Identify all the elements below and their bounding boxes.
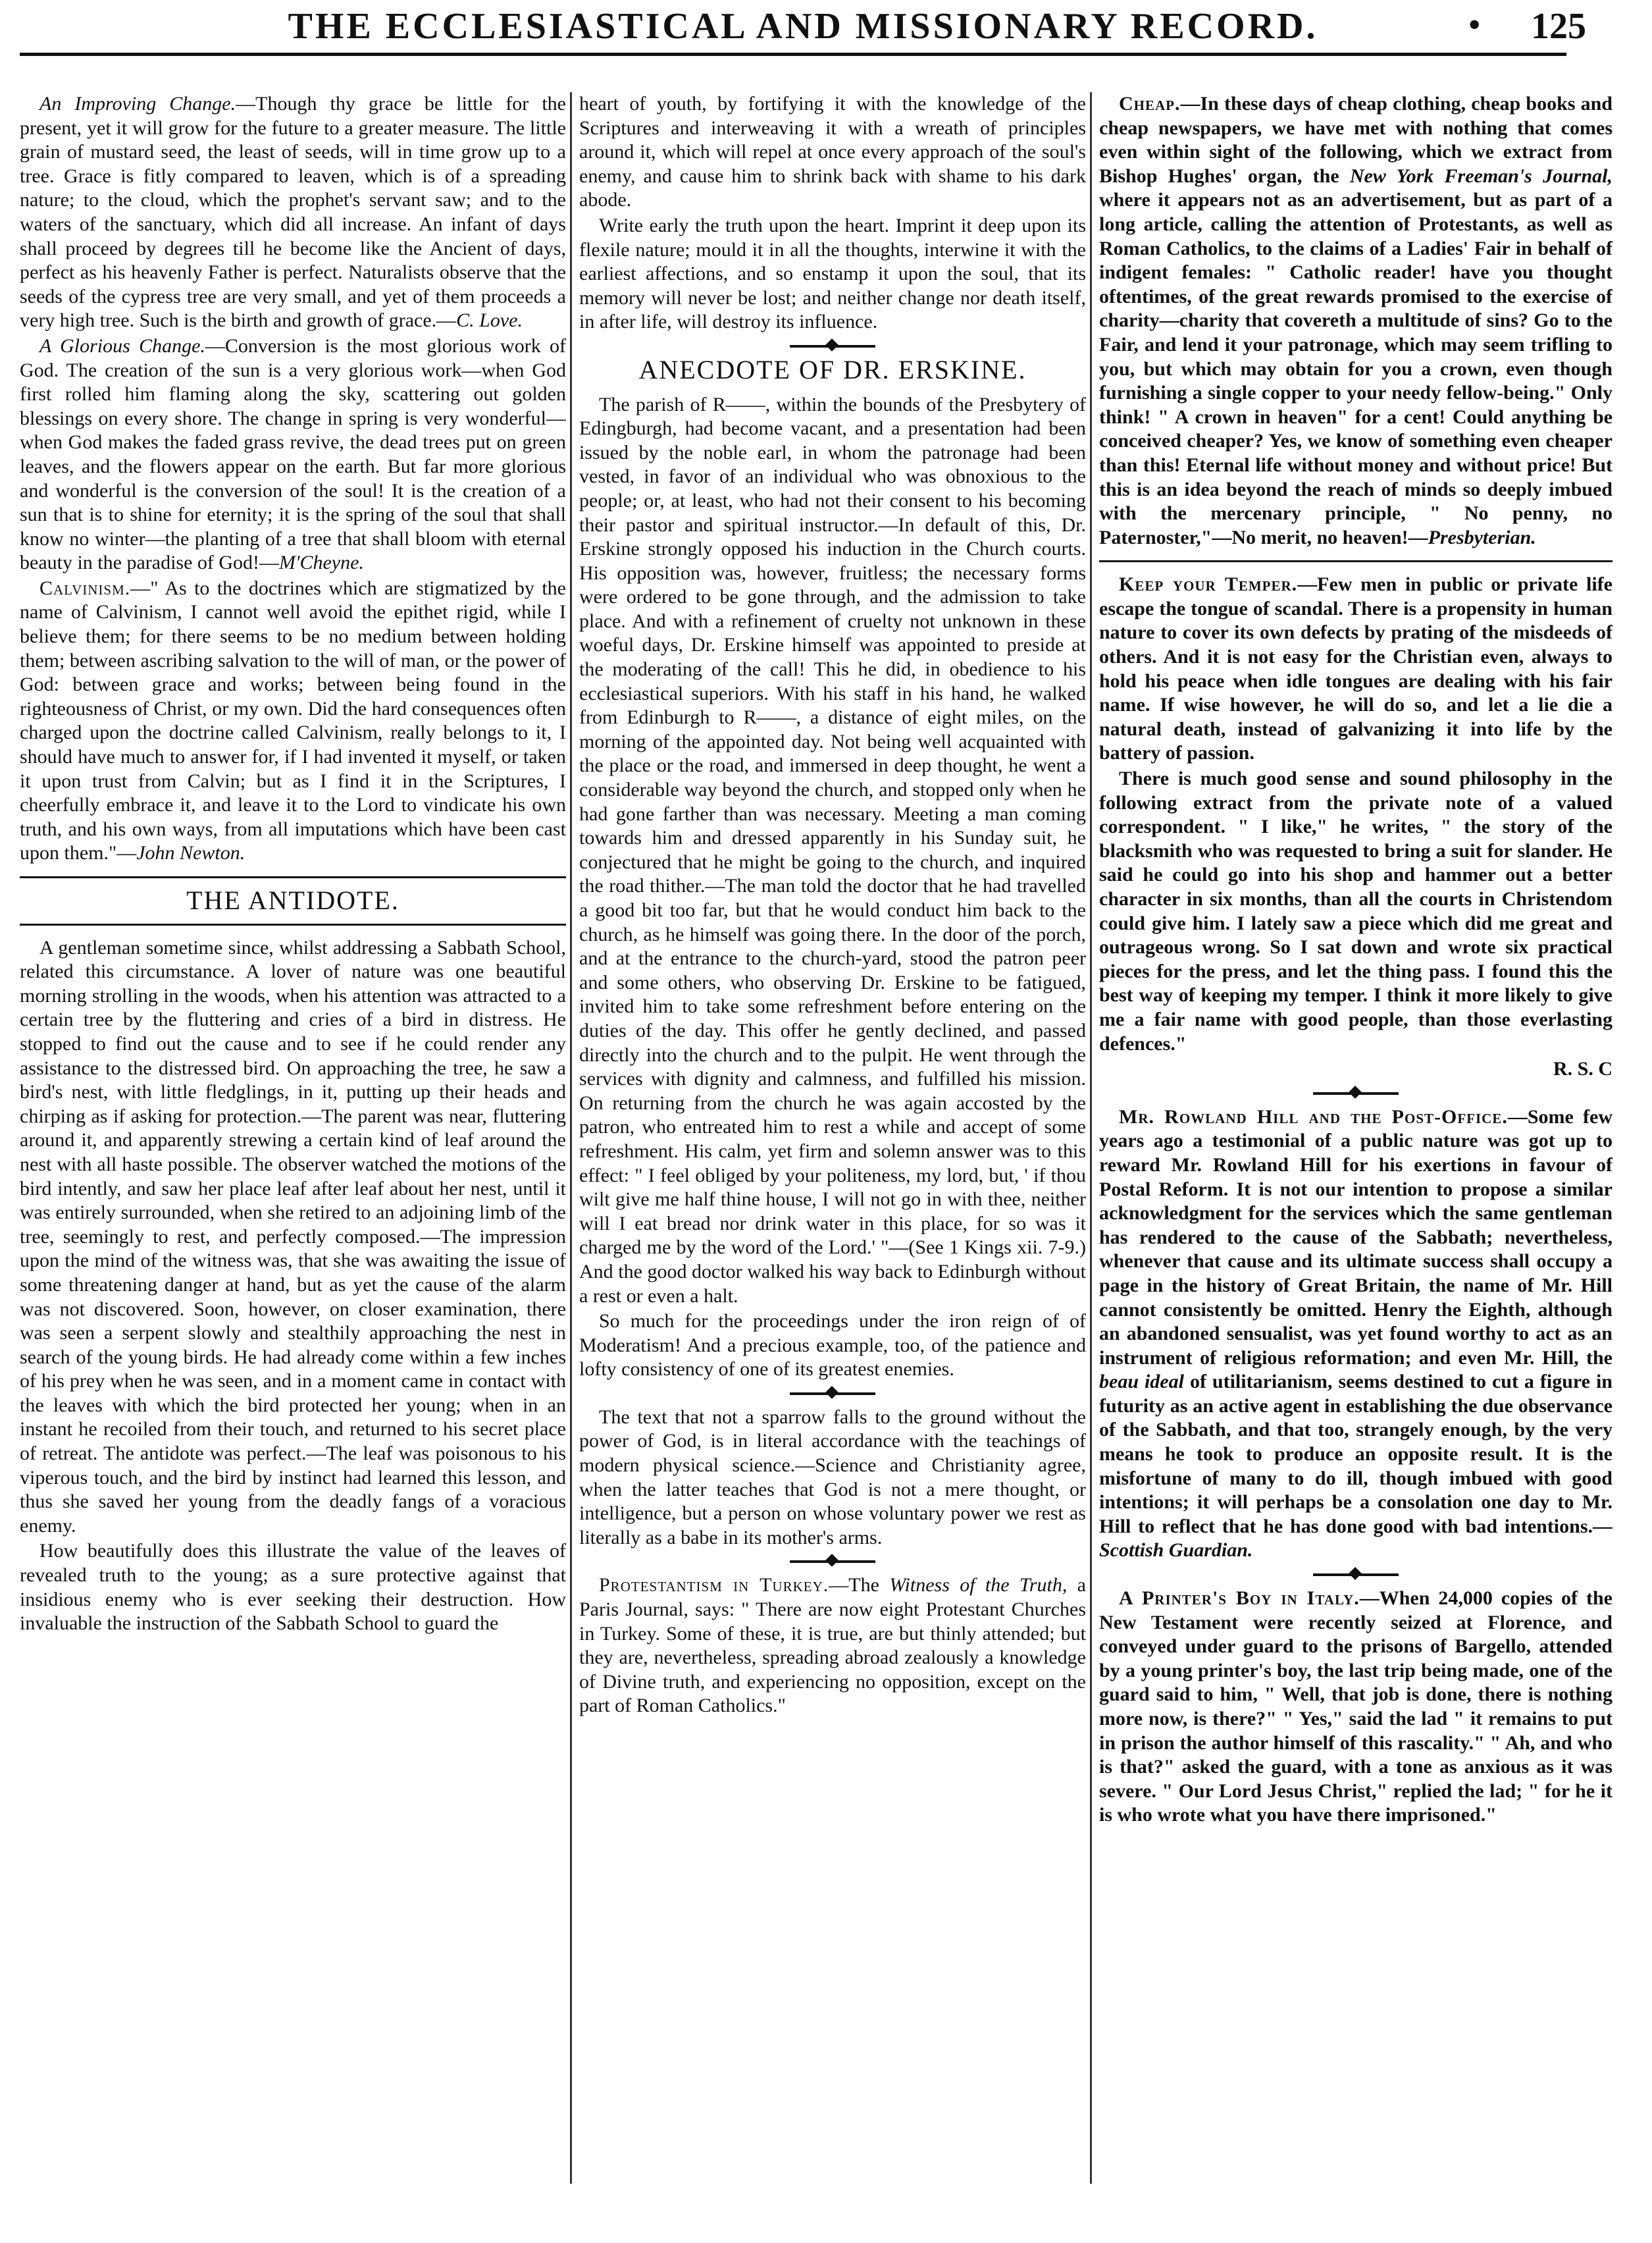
column-separator-1: [570, 92, 572, 2184]
article-heading: Calvinism.: [39, 577, 131, 599]
article-protestantism-turkey: [579, 1573, 1086, 1718]
section-rule: [20, 876, 566, 878]
journal-name: Witness of the Truth,: [889, 1574, 1068, 1596]
article-body: —The: [829, 1574, 890, 1596]
antidote-paragraph-1: A gentleman sometime since, whilst addressing a Sabbath School, related this circumstance. A lover of nature was one beautiful morning strolling in the woods, when his attention was attracted to a certain tree by the fluttering and cries of a bird in distress. He stopped to find out the cause and to see if he could render any assistance to the distressed bird. On approaching the tree, he saw a bird's nest, with little fledglings, in it, putting up their heads and chirping as if asking for protection.—The parent was near, fluttering around it, and apparently strewing a certain kind of leaf around the nest with all haste possible. The observer watched the motions of the bird intently, and saw her place leaf after leaf about her nest, until it was entirely surrounded, when she retired to an adjoining limb of the tree, seemingly to rest, and perfectly composed.—The impression upon the mind of the witness was, that she was awaiting the issue of some threatening danger at hand, but as yet the cause of the alarm was not discovered. Soon, however, on closer examination, there was seen a serpent slowly and stealthily approaching the nest in search of the young birds. He had already come within a few inches of his prey when he was seen, and in a moment came in contact with the leaves with which the bird protected her young; when in an instant he recoiled from their touch, and returned to his secret place of retreat. The antidote was perfect.—The leaf was poisonous to his viperous touch, and the bird by instinct had learned this lesson, and thus she saved her young from the deadly fangs of a voracious enemy.: [20, 936, 566, 1537]
column-1: [20, 92, 566, 2184]
diamond-ornament: [825, 1386, 839, 1399]
article-author: C. Love.: [456, 309, 523, 332]
column-2: [579, 92, 1086, 2184]
article-heading: Keep your Temper.: [1119, 573, 1298, 596]
header-rule: [20, 53, 1566, 56]
antidote-paragraph-2: How beautifully does this illustrate the value of the leaves of revealed truth to the young; as a sure protective against that insidious enemy who is ever seeking their destruction. How invaluable the instruction of the Sabbath School to guard the: [20, 1540, 566, 1635]
page-number: 125: [1531, 6, 1586, 47]
article-author: Presbyterian.: [1428, 526, 1536, 548]
section-rule: [20, 924, 566, 926]
article-cheap: [1099, 92, 1613, 550]
section-rule: [1099, 560, 1613, 562]
header-bullet: •: [1468, 5, 1481, 45]
running-title: THE ECCLESIASTICAL AND MISSIONARY RECORD.: [288, 6, 1318, 47]
ornamental-rule: [790, 1560, 875, 1563]
diamond-ornament: [825, 1554, 839, 1568]
ornamental-rule: [790, 1392, 875, 1395]
column-3: [1099, 92, 1613, 2184]
article-body: —Conversion is the most glorious work of God. The creation of the sun is a very glorious work—when God first rolled him flaming along the sky, scattering out golden blessings on every shore. The change in spring is very wonderful—when God makes the faded grass revive, the dead trees put on green leaves, and the flowers appear on the earth. But far more glorious and wonderful is the conversion of the soul! It is the creation of a sun that is to shine for eternity; it is the spring of the soul that shall know no winter—the planting of a tree that shall bloom with eternal beauty in the paradise of God!—: [20, 334, 566, 574]
diamond-ornament: [1349, 1086, 1362, 1099]
antidote-continuation: heart of youth, by fortifying it with the knowledge of the Scriptures and interweaving it with a wreath of principles around it, which will repel at once every approach of the soul's enemy, and cause him to shrink back with shame to his dark abode.: [579, 93, 1086, 211]
article-author: John Newton.: [136, 842, 245, 864]
article-sparrow: The text that not a sparrow falls to the ground without the power of God, is in literal accordance with the teachings of modern physical science.—Science and Christianity agree, when the latter teaches that God is not a mere thought, or intelligence, but a person on whose voluntary power we rest as literally as a babe in its mother's arms.: [579, 1406, 1086, 1548]
article-glorious-change: [20, 334, 566, 575]
article-body: —Some few years ago a testimonial of a public nature was got up to reward Mr. Rowland Hill for his exertions in favour of Postal Reform. It is not our intention to propose a similar acknowledgment for the services which the same gentleman has rendered to the cause of the Sabbath; nevertheless, whenever that cause and its ultimate success shall occupy a page in the history of Great Britain, the name of Mr. Hill cannot consistently be omitted. Henry the Eighth, although an abandoned sensualist, was yet found worthy to act as an instrument of religious reformation; and even Mr. Hill, the: [1099, 1105, 1613, 1369]
signature: R. S. C: [1553, 1058, 1613, 1080]
article-body: —Few men in public or private life escape the tongue of scandal. There is a propensity in human nature to cover its own defects by prating of the misdeeds of others. And it is not easy for the Christian even, always to hold his peace when idle tongues are dealing with his fair name. If wise however, he will do so, and let a lie die a natural death, instead of galvanizing it into life by the battery of passion.: [1099, 573, 1613, 764]
article-heading: An Improving Change.: [39, 93, 236, 115]
column-separator-2: [1090, 92, 1092, 2184]
ornamental-rule: [1313, 1092, 1399, 1095]
article-body: a Paris Journal, says: " There are now eight Protestant Churches in Turkey. Some of these, it is true, are but thinly attended; but they are, nevertheless, spreading abroad zealously a knowledge of Divine truth, and experiencing no opposition, except on the part of Roman Catholics.": [579, 1574, 1086, 1717]
journal-name: New York Freeman's Journal,: [1349, 165, 1613, 187]
article-body: where it appears not as an advertisement, but as part of a long article, calling the attention of Protestants, as well as Roman Catholics, to the claims of a Ladies' Fair in behalf of indigent females: " Catholic reader! have you thought oftentimes, of the great rewards promised to the exercise of charity—charity that covereth a multitude of sins? Go to the Fair, and lend it your patronage, which may seem trifling to you, but which may obtain for you a crown, even though furnishing a single copper to your needy fellow-being." Only think! " A crown in heaven" for a cent! Could anything be conceived cheaper? Yes, we know of something even cheaper than this! Eternal life without money and without price! But this is an idea beyond the reach of minds so deeply imbued with the mercenary principle, " No penny, no Paternoster,"—No merit, no heaven!—: [1099, 189, 1613, 548]
article-author: M'Cheyne.: [279, 552, 364, 574]
ornamental-rule: [790, 345, 875, 348]
article-heading: A Printer's Boy in Italy.: [1119, 1587, 1360, 1610]
section-title-erskine: ANECDOTE OF DR. ERSKINE.: [638, 354, 1027, 384]
article-rowland-hill: [1099, 1105, 1613, 1563]
italic-phrase: beau ideal: [1099, 1371, 1184, 1393]
article-body: —In these days of cheap clothing, cheap books and cheap newspapers, we have met with nothing that comes even within sight of the following, which we extract from Bishop Hughes' organ, the: [1099, 93, 1613, 187]
article-printers-boy: [1099, 1587, 1613, 1828]
erskine-paragraph-2: So much for the proceedings under the iron reign of of Moderatism! And a precious example, too, of the patience and lofty consistency of one of its greatest enemies.: [579, 1310, 1086, 1381]
article-keep-temper: [1099, 573, 1613, 766]
article-body: —" As to the doctrines which are stigmatized by the name of Calvinism, I cannot well avoid the epithet rigid, while I believe them; for there seems to be no medium between holding them; between ascribing salvation to the will of man, or the power of God: between grace and works; between being found in the righteousness of Christ, or my own. Did the hard consequences often charged upon the doctrine called Calvinism, really belongs to it, I should have much to answer for, if I had invented it myself, or taken it upon trust from Calvin; but as I find it in the Scriptures, I cheerfully embrace it, and leave it to the Lord to vindicate his own truth, and his own ways, from all imputations which have been cast upon them."—: [20, 577, 566, 864]
article-heading: Mr. Rowland Hill and the Post-Office.: [1119, 1105, 1508, 1128]
article-heading: Cheap.: [1119, 93, 1181, 115]
antidote-paragraph-3: Write early the truth upon the heart. Imprint it deep upon its flexile nature; mould it in all the thoughts, interwine it with the earliest affections, and so enstamp it upon the soul, that its memory will never be lost; and neither change nor death itself, in after life, will destroy its influence.: [579, 214, 1086, 333]
diamond-ornament: [825, 338, 839, 352]
article-heading: Protestantism in Turkey.: [599, 1574, 829, 1596]
article-improving-change: [20, 92, 566, 333]
article-heading: A Glorious Change.: [39, 334, 205, 357]
article-body: —Though thy grace be little for the present, yet it will grow for the future to a greater measure. The little grain of mustard seed, the least of seeds, will in time grow up to a tree. Grace is fitly compared to leaven, which is of a spreading nature; to the cloud, which the prophet's servant saw; and to the waters of the sanctuary, which did all increase. An infant of days shall proceed by degrees till he become like the Ancient of days, perfect as his heavenly Father is perfect. Naturalists observe that the seeds of the cypress tree are very small, and yet of them proceeds a very high tree. Such is the birth and growth of grace.—: [20, 93, 566, 332]
article-body: —When 24,000 copies of the New Testament were recently seized at Florence, and conveyed under guard to the prisons of Bargello, attended by a young printer's boy, the last trip being made, one of the guard said to him, " Well, that job is done, there is nothing more now, is there?" " Yes," said the lad " it remains to put in prison the author himself of this rascality." " Ah, and who is that?" asked the guard, with a tone as anxious as it was severe. " Our Lord Jesus Christ," replied the lad; " for he it is who wrote what you have there imprisoned.": [1099, 1587, 1613, 1826]
diamond-ornament: [1349, 1567, 1362, 1580]
section-title-antidote: THE ANTIDOTE.: [186, 885, 400, 915]
erskine-paragraph-1: The parish of R——, within the bounds of the Presbytery of Edingburgh, had become vacant, and a presentation had been issued by the noble earl, in whom the patronage had been vested, in favor of an individual who was obnoxious to the people; or, at least, who had not their consent to his becoming their pastor and spiritual instructor.—In default of this, Dr. Erskine strongly opposed his induction in the Church courts. His opposition was, however, fruitless; the necessary forms were ordered to be gone through, and the admission to take place. And with a refinement of cruelty not unknown in these woeful days, Dr. Erskine himself was appointed to preside at the moderating of the call! This he did, in obedience to his ecclesiastical superiors. With his staff in his hand, he walked from Edinburgh to R——, a distance of eight miles, on the morning of the appointed day. Not being well acquainted with the place or the road, and immersed in deep thought, he went a considerable way beyond the church, and stopped only when he had gone farther than was necessary. Meeting a man coming towards him and dressed apparently in his Sunday suit, he conjectured that he might be going to the church, and inquired the road thither.—The man told the doctor that he had travelled a good bit too far, but that he would conduct him back to the church, as he himself was going there. In the door of the porch, and at the entrance to the church-yard, stood the patron peer and some others, who observing Dr. Erskine to be fatigued, invited him to take some refreshment before entering on the duties of the day. This offer he gently declined, and passed directly into the church and to the pulpit. He went through the services with dignity and calmness, and fulfilled his mission. On returning from the church he was again accosted by the patron, who entreated him to rest a while and accept of some refreshment. His calm, yet firm and solemn answer was to this effect: " I feel obliged by your politeness, my lord, but, ' if thou wilt give me half thine house, I will not go in with thee, neither will I eat bread nor drink water in this place, for so was it charged me by the word of the Lord.' "—(See 1 Kings xii. 7-9.) And the good doctor walked his way back to Edinburgh without a rest or even a halt.: [579, 393, 1086, 1307]
ornamental-rule: [1313, 1573, 1399, 1576]
article-author: Scottish Guardian.: [1099, 1539, 1253, 1562]
article-calvinism: [20, 577, 566, 866]
article-keep-temper-2: There is much good sense and sound philosophy in the following extract from the private note of a valued correspondent. " I like," he writes, " the story of the blacksmith who was requested to bring a suit for slander. He said he could go into his shop and hammer out a better character in six months, than all the courts in Christendom could give him. I lately saw a piece which did me great and outrageous wrong. So I sat down and wrote six practical pieces for the press, and let the thing pass. I found this the best way of keeping my temper. I think it more likely to give me a fair name with good people, than those everlasting defences.": [1099, 768, 1613, 1055]
article-body: of utilitarianism, seems destined to cut a figure in futurity as an active agent in establishing the due observance of the Sabbath, and that too, strangely enough, by the very means he took to produce an opposite result. It is the misfortune of many to do ill, though imbued with good intentions; it will perhaps be a consolation one day to Mr. Hill to reflect that he has done good with bad intentions.—: [1099, 1371, 1613, 1537]
